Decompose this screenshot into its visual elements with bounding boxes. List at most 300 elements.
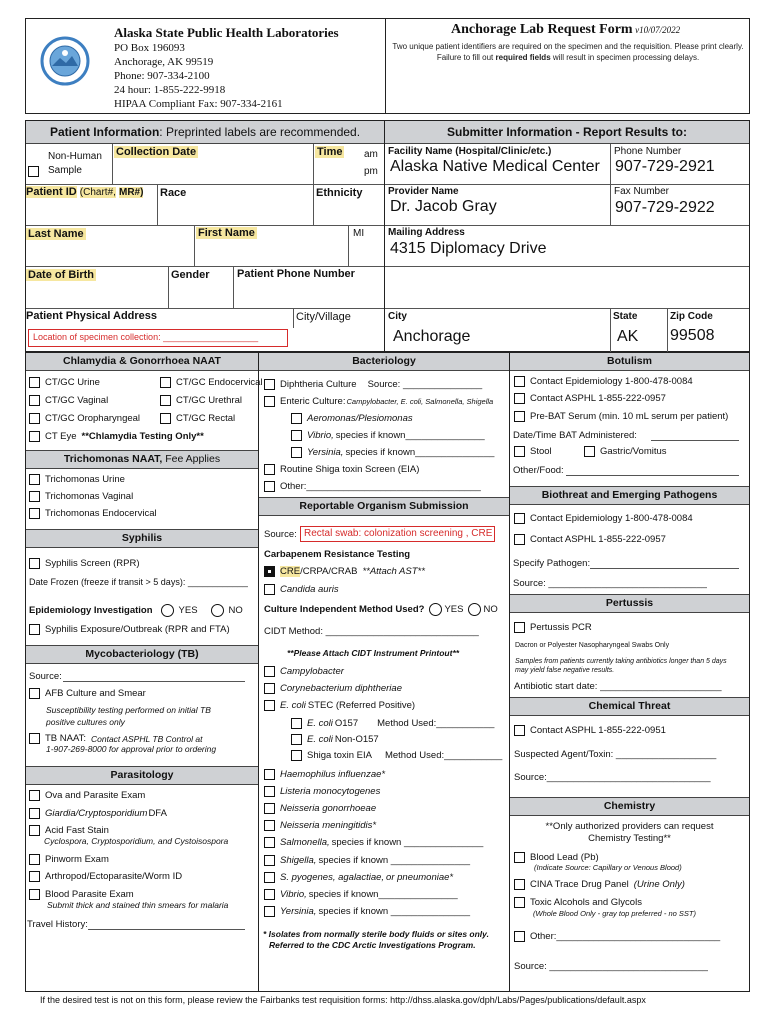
- biothreat-header: Biothreat and Emerging Pathogens: [510, 487, 749, 505]
- ctgc-oropharyngeal[interactable]: [29, 413, 140, 424]
- checkbox[interactable]: [29, 733, 40, 744]
- checkbox[interactable]: [264, 889, 275, 900]
- checkbox[interactable]: [264, 786, 275, 797]
- trich-vaginal[interactable]: [29, 491, 133, 502]
- ctgc-rectal-label: CT/GC Rectal: [176, 413, 236, 424]
- yersinia-label: Yersinia,: [280, 906, 317, 917]
- checkbox[interactable]: [514, 852, 525, 863]
- afb-note: [46, 704, 211, 728]
- syphilis-screen-label: Syphilis Screen (RPR): [45, 558, 140, 569]
- pertussis-pcr[interactable]: [514, 622, 592, 633]
- checkbox[interactable]: [291, 413, 302, 424]
- address-line: 24 hour: 1-855-222-9918: [114, 84, 226, 96]
- checkbox[interactable]: [584, 446, 595, 457]
- ova-parasite[interactable]: [29, 790, 145, 801]
- location-collection-label: Location of specimen collection: ___________________: [33, 332, 259, 342]
- city-label: City: [388, 311, 407, 322]
- yersinia-2[interactable]: [264, 906, 470, 917]
- chemistry-header: Chemistry: [510, 798, 749, 816]
- mailing-value[interactable]: 4315 Diplomacy Drive: [390, 240, 547, 257]
- footer-note: If the desired test is not on this form, please review the Fairbanks test requisition forms: http://dhss.alaska.gov/dph/Labs/Pages/publications/default.aspx: [40, 995, 646, 1005]
- pinworm-label: Pinworm Exam: [45, 854, 109, 865]
- trich-header: [26, 451, 258, 469]
- ctgc-urethral[interactable]: [160, 395, 242, 406]
- bio-asphl-label: Contact ASPHL 1-855-222-0957: [530, 534, 666, 545]
- chem-asphl[interactable]: [514, 725, 666, 736]
- cina-panel[interactable]: [514, 879, 685, 890]
- no-label: NO: [228, 605, 243, 616]
- footnote-line: * Isolates from normally sterile body fluids or sites only.: [263, 929, 489, 939]
- vibrio-label: Vibrio,: [280, 889, 307, 900]
- ecoli-non-o157[interactable]: [291, 734, 379, 745]
- other-food-line[interactable]: [566, 475, 739, 476]
- bot-asphl[interactable]: [514, 393, 666, 404]
- blood-parasite-label: Blood Parasite Exam: [45, 889, 134, 900]
- giardia-label: Giardia/Cryptosporidium: [45, 808, 148, 819]
- notice-text: Two unique patient identifiers are required on the specimen and the requisition. Please print clearly. Failure to fill out: [392, 42, 744, 62]
- chem-note-line: **Only authorized providers can request: [545, 821, 714, 832]
- yersinia-species: species if known_______________: [345, 447, 495, 458]
- n-gonorrhoeae[interactable]: [264, 803, 376, 814]
- checkbox[interactable]: [514, 411, 525, 422]
- checkbox[interactable]: [29, 688, 40, 699]
- chem-asphl-label: Contact ASPHL 1-855-222-0951: [530, 725, 666, 736]
- toxic-sub: (Whole Blood Only - gray top preferred - no SST): [533, 909, 696, 918]
- non-human-checkbox[interactable]: [28, 166, 39, 177]
- sterile-footnote: [263, 929, 489, 951]
- provider-value[interactable]: Dr. Jacob Gray: [390, 198, 497, 215]
- pinworm[interactable]: [29, 854, 109, 865]
- cidt-yes-radio[interactable]: [429, 603, 442, 616]
- bat-date-line[interactable]: [651, 440, 739, 441]
- state-value[interactable]: AK: [617, 328, 639, 345]
- checkbox[interactable]: [514, 931, 525, 942]
- spyo-species: or pneumoniae*: [386, 872, 454, 883]
- trich-urine[interactable]: [29, 474, 125, 485]
- ethnicity-label: Ethnicity: [316, 187, 363, 199]
- bot-asphl-label: Contact ASPHL 1-855-222-0957: [530, 393, 666, 404]
- mr-text: MR#): [118, 187, 144, 198]
- address-line: Anchorage, AK 99519: [114, 56, 214, 68]
- checkbox[interactable]: [160, 377, 171, 388]
- culture-independent: [264, 603, 498, 616]
- checkbox[interactable]: [264, 464, 275, 475]
- pertussis-pcr-label: Pertussis PCR: [530, 622, 592, 633]
- crpa-label: /CRPA/CRAB: [300, 566, 358, 577]
- ctgc-urine[interactable]: [29, 377, 100, 388]
- ecoli-stec[interactable]: [264, 700, 415, 711]
- afb-note-line: Susceptibility testing performed on initial TB: [46, 705, 211, 715]
- checkbox[interactable]: [29, 871, 40, 882]
- checkbox[interactable]: [264, 379, 275, 390]
- race-label: Race: [160, 187, 187, 199]
- blood-parasite[interactable]: [29, 889, 134, 900]
- enteric-label: Enteric Culture:: [280, 396, 346, 407]
- state-seal-logo: [40, 36, 90, 86]
- chem-final-source[interactable]: Source: ______________________________: [514, 961, 708, 972]
- checkbox[interactable]: [29, 395, 40, 406]
- pm-label: pm: [364, 166, 378, 177]
- footnote-line: Referred to the CDC Arctic Investigations Program.: [269, 940, 476, 950]
- checkbox[interactable]: [160, 413, 171, 424]
- checkbox[interactable]: [264, 769, 275, 780]
- checkbox[interactable]: [291, 750, 302, 761]
- checkbox[interactable]: [264, 855, 275, 866]
- syphilis-exposure[interactable]: [29, 624, 230, 635]
- ecoli-label: E. coli: [307, 718, 333, 729]
- n-meningitidis[interactable]: [264, 820, 376, 831]
- checkbox[interactable]: [29, 413, 40, 424]
- arthropod[interactable]: [29, 871, 182, 882]
- tb-header: Mycobacteriology (TB): [26, 646, 258, 664]
- bact-other[interactable]: [264, 481, 481, 492]
- bio-asphl[interactable]: [514, 534, 666, 545]
- pertussis-header: Pertussis: [510, 595, 749, 613]
- epi-investigation: [29, 604, 243, 617]
- ecoli-label: E. coli: [307, 734, 333, 745]
- checkbox[interactable]: [264, 820, 275, 831]
- tb-naat[interactable]: [29, 733, 203, 744]
- yersinia-label: Yersinia,: [307, 447, 344, 458]
- chemical-threat-header: Chemical Threat: [510, 698, 749, 716]
- coryne-label: Corynebacterium diphtheriae: [280, 683, 402, 694]
- blood-parasite-sub: Submit thick and stained thin smears for malaria: [47, 900, 229, 910]
- afb-label: AFB Culture and Smear: [45, 688, 146, 699]
- attach-ast: **Attach AST**: [362, 566, 425, 577]
- address-line: HIPAA Compliant Fax: 907-334-2161: [114, 98, 283, 110]
- form-notice: [392, 41, 744, 63]
- shiga-eia-label: Shiga toxin EIA: [307, 750, 372, 761]
- salmonella[interactable]: [264, 837, 483, 848]
- non-o157-label: Non-O157: [334, 734, 379, 745]
- shigella[interactable]: [264, 855, 470, 866]
- ctgc-urethral-label: CT/GC Urethral: [176, 395, 242, 406]
- trich-endocervical[interactable]: [29, 508, 157, 519]
- checkbox[interactable]: [514, 897, 525, 908]
- ctgc-endocervical[interactable]: [160, 377, 263, 388]
- chem-source[interactable]: Source:_______________________________: [514, 772, 711, 783]
- dfa-label: DFA: [148, 808, 167, 819]
- tb-source-label: Source:: [29, 671, 62, 682]
- city-value[interactable]: Anchorage: [393, 328, 471, 345]
- botulism-header: Botulism: [510, 353, 749, 371]
- patient-id-label: [26, 186, 143, 198]
- am-label: am: [364, 149, 378, 160]
- method-used: Method Used:___________: [377, 718, 495, 729]
- checkbox[interactable]: [291, 718, 302, 729]
- form-title: Anchorage Lab Request Form: [451, 22, 633, 37]
- fax-value[interactable]: 907-729-2922: [615, 199, 715, 216]
- bot-epi[interactable]: [514, 376, 693, 387]
- chem-note-line: Chemistry Testing**: [588, 833, 671, 844]
- blood-lead-sub: (Indicate Source: Capillary or Venous Blood): [534, 863, 682, 872]
- dob-label: Date of Birth: [28, 269, 94, 281]
- ctgc-vaginal-label: CT/GC Vaginal: [45, 395, 109, 406]
- tb-naat-note: Contact ASPHL TB Control at: [91, 733, 203, 744]
- sample-label: Sample: [48, 165, 82, 176]
- dacron-note: Dacron or Polyester Nasopharyngeal Swabs Only: [515, 642, 670, 649]
- checkbox[interactable]: [514, 725, 525, 736]
- ecoli-o157[interactable]: [291, 718, 494, 729]
- patient-section-sub: : Preprinted labels are recommended.: [159, 125, 361, 139]
- trich-fee: Fee Applies: [165, 453, 221, 465]
- ova-label: Ova and Parasite Exam: [45, 790, 146, 801]
- cidt-note: **Please Attach CIDT Instrument Printout**: [287, 648, 460, 658]
- tb-naat-label: TB NAAT:: [45, 733, 86, 744]
- travel-history-label: Travel History:: [27, 919, 88, 930]
- cidt-method[interactable]: CIDT Method: _____________________________: [264, 626, 479, 637]
- haemophilus[interactable]: [264, 769, 385, 780]
- s-pyogenes[interactable]: [264, 872, 453, 883]
- shigella-species: species if known _______________: [318, 855, 471, 866]
- trich-vaginal-label: Trichomonas Vaginal: [45, 491, 134, 502]
- checkbox[interactable]: [514, 393, 525, 404]
- listeria-label: Listeria monocytogenes: [280, 786, 381, 797]
- listeria[interactable]: [264, 786, 380, 797]
- checkbox[interactable]: [29, 808, 40, 819]
- vibrio-species: species if known_______________: [308, 889, 458, 900]
- bacteriology-header: Bacteriology: [259, 353, 509, 371]
- pre-bat-label: Pre-BAT Serum (min. 10 mL serum per patient): [530, 411, 729, 422]
- reportable-source-label: Source:: [264, 529, 297, 540]
- yes-label: YES: [444, 604, 464, 615]
- non-human-sample: [28, 150, 102, 178]
- mailing-label: Mailing Address: [388, 227, 465, 238]
- travel-history-line[interactable]: [88, 929, 245, 930]
- vibrio-2[interactable]: [264, 889, 458, 900]
- shiga-screen-label: Routine Shiga toxin Screen (EIA): [280, 464, 420, 475]
- last-name-label: Last Name: [28, 228, 84, 240]
- checkbox[interactable]: [264, 803, 275, 814]
- diphtheria-source: Source: _______________: [367, 379, 483, 390]
- bot-epi-label: Contact Epidemiology 1-800-478-0084: [530, 376, 693, 387]
- acid-fast[interactable]: [29, 825, 109, 836]
- epi-yes-radio[interactable]: [161, 604, 174, 617]
- stool-label: Stool: [530, 446, 552, 457]
- ctgc-urine-label: CT/GC Urine: [45, 377, 100, 388]
- tb-source-line[interactable]: [63, 681, 245, 682]
- salmonella-label: Salmonella,: [280, 837, 330, 848]
- carbapenem-label: Carbapenem Resistance Testing: [264, 549, 411, 560]
- zip-value[interactable]: 99508: [670, 327, 715, 344]
- campylobacter-label: Campylobacter: [280, 666, 344, 677]
- checkbox[interactable]: [514, 446, 525, 457]
- method-used: Method Used:___________: [384, 750, 503, 761]
- city-village-label: City/Village: [296, 311, 351, 323]
- phone-value[interactable]: 907-729-2921: [615, 158, 715, 175]
- cre-crpa-crab[interactable]: [264, 566, 425, 577]
- checkbox[interactable]: [29, 624, 40, 635]
- cidt-no-radio[interactable]: [468, 603, 481, 616]
- diphtheria-culture[interactable]: [264, 379, 482, 390]
- checkbox[interactable]: [264, 481, 275, 492]
- trich-urine-label: Trichomonas Urine: [45, 474, 125, 485]
- diphtheria-label: Diphtheria Culture: [280, 379, 357, 390]
- cina-label: CINA Trace Drug Panel: [530, 879, 629, 890]
- bio-epi-label: Contact Epidemiology 1-800-478-0084: [530, 513, 693, 524]
- checkbox[interactable]: [264, 666, 275, 677]
- form-title-wrap: [451, 22, 680, 38]
- ct-eye-label: CT Eye: [45, 431, 77, 442]
- mi-label: MI: [353, 228, 365, 239]
- gender-label: Gender: [171, 269, 210, 281]
- ctgc-rectal[interactable]: [160, 413, 235, 424]
- provider-label: Provider Name: [388, 186, 459, 197]
- blood-lead-label: Blood Lead (Pb): [530, 852, 599, 863]
- ctgc-endocervical-label: CT/GC Endocervical: [176, 377, 263, 388]
- arthropod-label: Arthropod/Ectoparasite/Worm ID: [45, 871, 183, 882]
- chem-other[interactable]: [514, 931, 720, 942]
- checkbox[interactable]: [29, 377, 40, 388]
- shiga-eia[interactable]: [291, 750, 502, 761]
- syphilis-screen[interactable]: [29, 558, 140, 569]
- salmonella-species: species if known _______________: [331, 837, 484, 848]
- shigella-label: Shigella,: [280, 855, 317, 866]
- specify-pathogen-line[interactable]: [590, 568, 739, 569]
- pre-bat[interactable]: [514, 411, 728, 422]
- address-line: PO Box 196093: [114, 42, 185, 54]
- blood-lead[interactable]: [514, 852, 599, 863]
- campylobacter[interactable]: [264, 666, 344, 677]
- checkbox-checked[interactable]: [264, 566, 275, 577]
- checkbox[interactable]: [29, 558, 40, 569]
- checkbox[interactable]: [514, 879, 525, 890]
- checkbox[interactable]: [264, 906, 275, 917]
- checkbox[interactable]: [514, 513, 525, 524]
- yersinia-species: species if known _______________: [318, 906, 471, 917]
- lab-name: Alaska State Public Health Laboratories: [114, 25, 339, 40]
- ct-eye-note: **Chlamydia Testing Only**: [81, 431, 204, 442]
- toxic-alcohols[interactable]: [514, 897, 642, 908]
- zip-label: Zip Code: [670, 311, 713, 322]
- afb-culture[interactable]: [29, 688, 146, 699]
- spyo-label: S. pyogenes, agalactiae,: [280, 872, 385, 883]
- other-food-label: Other/Food:: [513, 465, 564, 476]
- collection-date-label: Collection Date: [116, 146, 197, 158]
- giardia[interactable]: [29, 808, 167, 819]
- form-version: v10/07/2022: [635, 25, 681, 35]
- suspected-agent[interactable]: Suspected Agent/Toxin: ___________________: [514, 749, 717, 760]
- checkbox[interactable]: [29, 431, 40, 442]
- stec-label: STEC (Referred Positive): [307, 700, 416, 711]
- haemophilus-label: Haemophilus influenzae*: [280, 769, 386, 780]
- notice-bold: required fields: [495, 53, 551, 62]
- checkbox[interactable]: [264, 837, 275, 848]
- checkbox[interactable]: [291, 430, 302, 441]
- checkbox[interactable]: [514, 622, 525, 633]
- abx-date[interactable]: Antibiotic start date: _______________________: [514, 681, 722, 692]
- trich-endocervical-label: Trichomonas Endocervical: [45, 508, 157, 519]
- candida-label: Candida auris: [280, 584, 339, 595]
- shiga-screen[interactable]: [264, 464, 419, 475]
- yes-label: YES: [178, 605, 198, 616]
- enteric-sub: Campylobacter, E. coli, Salmonella, Shigella: [346, 397, 494, 406]
- yersinia[interactable]: [291, 447, 494, 458]
- lab-address: [114, 41, 283, 111]
- checkbox[interactable]: [264, 683, 275, 694]
- bio-epi[interactable]: [514, 513, 693, 524]
- parasitology-header: Parasitology: [26, 767, 258, 785]
- no-label: NO: [483, 604, 498, 615]
- checkbox[interactable]: [264, 396, 275, 407]
- fax-label: Fax Number: [614, 186, 670, 197]
- checkbox[interactable]: [29, 508, 40, 519]
- n-gon-label: Neisseria gonorrhoeae: [280, 803, 377, 814]
- chem-note: [510, 821, 749, 845]
- reportable-header: Reportable Organism Submission: [259, 498, 509, 516]
- checkbox[interactable]: [29, 825, 40, 836]
- chem-other-label: Other:_______________________________: [530, 931, 721, 942]
- checkbox[interactable]: [160, 395, 171, 406]
- time-label: Time: [317, 146, 343, 158]
- checkbox[interactable]: [29, 474, 40, 485]
- ctgc-vaginal[interactable]: [29, 395, 108, 406]
- checkbox[interactable]: [29, 889, 40, 900]
- candida-auris[interactable]: [264, 584, 339, 595]
- checkbox[interactable]: [514, 534, 525, 545]
- checkbox[interactable]: [514, 376, 525, 387]
- facility-label: Facility Name (Hospital/Clinic/etc.): [388, 146, 552, 157]
- patient-section-title: Patient Information: [49, 125, 160, 139]
- cina-sub: (Urine Only): [633, 879, 685, 890]
- chart-text: (Chart#,: [79, 187, 116, 198]
- afb-note-line: positive cultures only: [46, 717, 125, 727]
- aeromonas-label: Aeromonas/Plesiomonas: [307, 413, 413, 424]
- bact-other-label: Other:_________________________________: [280, 481, 481, 492]
- bio-source[interactable]: Source: ______________________________: [513, 578, 707, 589]
- patient-id-text: Patient ID: [26, 186, 77, 198]
- patient-section-header: [26, 121, 384, 144]
- ct-eye[interactable]: [29, 431, 204, 442]
- enteric-culture[interactable]: [264, 396, 493, 407]
- checkbox[interactable]: [264, 700, 275, 711]
- checkbox[interactable]: [29, 790, 40, 801]
- patient-address-label: Patient Physical Address: [26, 310, 158, 322]
- vibrio-label: Vibrio,: [307, 430, 334, 441]
- epi-label: Epidemiology Investigation: [29, 605, 153, 616]
- aeromonas[interactable]: [291, 413, 413, 424]
- culture-indep-label: Culture Independent Method Used?: [264, 604, 425, 615]
- address-line: Phone: 907-334-2100: [114, 70, 210, 82]
- facility-value[interactable]: Alaska Native Medical Center: [390, 158, 600, 175]
- date-frozen[interactable]: Date Frozen (freeze if transit > 5 days): ____________: [29, 577, 248, 587]
- checkbox[interactable]: [264, 584, 275, 595]
- acid-fast-sub: Cyclospora, Cryptosporidium, and Cystoisospora: [44, 836, 229, 846]
- gastric[interactable]: [584, 446, 667, 457]
- chlamydia-header: Chlamydia & Gonorrhoea NAAT: [26, 353, 258, 371]
- trich-title: Trichomonas NAAT,: [63, 453, 163, 465]
- checkbox[interactable]: [264, 872, 275, 883]
- specify-pathogen-label: Specify Pathogen:: [513, 558, 591, 569]
- corynebacterium[interactable]: [264, 683, 402, 694]
- checkbox[interactable]: [29, 491, 40, 502]
- vibrio-species: species if known_______________: [335, 430, 485, 441]
- bat-date-label: Date/Time BAT Administered:: [513, 430, 637, 441]
- checkbox[interactable]: [29, 854, 40, 865]
- state-label: State: [613, 311, 638, 322]
- notice-text: will result in specimen processing delays.: [552, 53, 700, 62]
- reportable-source-value: Rectal swab: colonization screening , CRE: [304, 528, 493, 539]
- first-name-label: First Name: [198, 227, 255, 239]
- checkbox[interactable]: [291, 447, 302, 458]
- phone-label: Phone Number: [614, 146, 682, 157]
- n-men-label: Neisseria meningitidis*: [280, 820, 377, 831]
- submitter-section-title: Submitter Information - Report Results to:: [447, 125, 687, 139]
- checkbox[interactable]: [291, 734, 302, 745]
- stool[interactable]: [514, 446, 552, 457]
- vibrio[interactable]: [291, 430, 485, 441]
- epi-no-radio[interactable]: [211, 604, 224, 617]
